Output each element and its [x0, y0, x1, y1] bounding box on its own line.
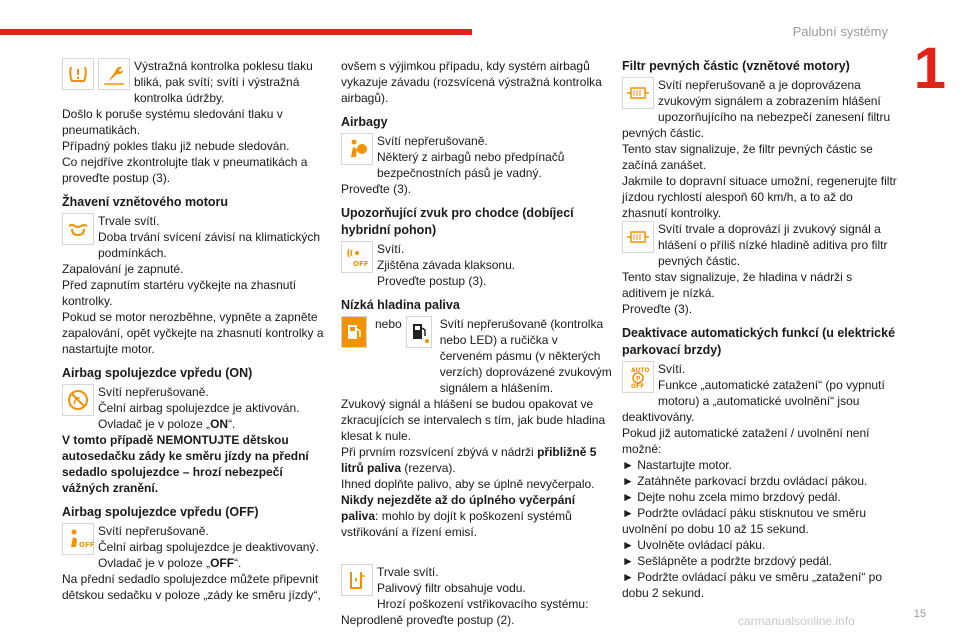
- airbag-on-text-2: Čelní airbag spolujezdce je aktivován.: [98, 401, 300, 415]
- filter-text-3: Hrozí poškození vstřikovacího systému: Neprodleně proveďte postup (2).: [341, 597, 589, 627]
- step-3: ► Dejte nohu zcela mimo brzdový pedál.: [622, 490, 841, 504]
- step-6: ► Sešlápněte a podržte brzdový pedál.: [622, 554, 833, 568]
- service-wrench-icon: [98, 58, 130, 90]
- step-1: ► Nastartujte motor.: [622, 458, 732, 472]
- fuel-pump-warning-icon: [341, 316, 367, 348]
- tpms-text-2: Došlo k poruše systému sledování tlaku v pneumatikách.: [62, 107, 283, 137]
- spacer: [341, 540, 613, 564]
- glow-plug-icon: [62, 213, 94, 245]
- airbag-on-icon: [62, 384, 94, 416]
- dpf-text-6: Proveďte (3).: [622, 302, 693, 316]
- fuel-text-3: [341, 444, 613, 476]
- airbags-text-3: Proveďte (3).: [341, 182, 412, 196]
- airbag-on-text-1: Svítí nepřerušovaně.: [98, 385, 209, 399]
- avas-text-1: Svítí.: [377, 242, 405, 256]
- airbag-on-text-3a: Ovladač je v poloze „: [98, 417, 211, 431]
- dpf-text-5: Tento stav signalizuje, že hladina v nádrži s aditivem je nízká.: [622, 270, 853, 300]
- low-fuel-heading: Nízká hladina paliva: [341, 298, 460, 312]
- airbag-on-warning: V tomto případě NEMONTUJTE dětskou autosedačku zády ke směru jízdy na přední sedadlo spolujezdce – hrozí nebezpečí vážných zranění.: [62, 433, 309, 495]
- airbags-heading: Airbagy: [341, 115, 388, 129]
- airbag-off-icon: [62, 523, 94, 555]
- glow-text-3: Zapalování je zapnuté.: [62, 262, 184, 276]
- step-5: ► Uvolněte ovládací páku.: [622, 538, 766, 552]
- fuel-pump-led-icon: [406, 316, 432, 348]
- low-fuel-icons-row: [341, 316, 613, 396]
- fuel-text-3b: přibližně 5 litrů paliva: [341, 445, 597, 475]
- section-header-title: Palubní systémy: [792, 24, 888, 39]
- glow-text-2: Doba trvání svícení závisí na klimatických podmínkách.: [98, 230, 321, 260]
- water-in-fuel-filter-icon: [341, 564, 373, 596]
- airbag-off-position: OFF: [210, 556, 235, 570]
- airbag-on-text-3c: “.: [228, 417, 236, 431]
- airbag-off-text-2: Čelní airbag spolujezdce je deaktivovaný.: [98, 540, 319, 554]
- fuel-text-3c: (rezerva).: [401, 461, 456, 475]
- dpf-text-4: Svítí trvale a doprovází ji zvukový signál a hlášení o příliš nízké hladině aditiva pro filtr pevných částic.: [658, 222, 888, 268]
- tpms-text-4: Co nejdříve zkontrolujte tlak v pneumatikách a proveďte postup (3).: [62, 155, 308, 185]
- airbag-off-text-3a: Ovladač je v poloze „: [98, 556, 211, 570]
- svg-text:P: P: [636, 375, 641, 383]
- column-1: [62, 58, 330, 603]
- avas-text-2: Zjištěna závada klaksonu.: [377, 258, 516, 272]
- continuation-text: ovšem s výjimkou případu, kdy systém airbagů vykazuje závadu (rozsvícená výstražná kontrolka airbagů).: [341, 59, 602, 105]
- glow-text-1: Trvale svítí.: [98, 214, 160, 228]
- airbags-text-1: Svítí nepřerušovaně.: [377, 134, 488, 148]
- fuel-text-1: Svítí nepřerušovaně (kontrolka nebo LED) a ručička v červeném pásmu (v některých verzích) doprovázené zvukovým signálem a hlášením.: [439, 317, 612, 395]
- pedestrian-sound-heading: Upozorňující zvuk pro chodce (dobíjecí hybridní pohon): [341, 206, 574, 237]
- fuel-text-4: Ihned doplňte palivo, aby se úplně nevyčerpalo.: [341, 477, 595, 491]
- tpms-text-1: Výstražná kontrolka poklesu tlaku bliká, pak svítí; svítí i výstražná kontrolka údržby.: [134, 59, 313, 105]
- dpf-text-3: Jakmile to dopravní situace umožní, regenerujte filtr jízdou rychlostí alespoň 60 km/h, a to až do zhasnutí kontrolky.: [622, 174, 897, 220]
- airbag-on-text-3: [62, 416, 330, 432]
- column-2: [341, 58, 613, 628]
- avas-text-3: Proveďte postup (3).: [377, 274, 487, 288]
- glow-plug-heading: Žhavení vznětového motoru: [62, 195, 228, 209]
- auto-text-3: Pokud již automatické zatažení / uvolnění není možné:: [622, 426, 870, 456]
- dpf-heading: Filtr pevných částic (vznětové motory): [622, 59, 850, 73]
- watermark-text: carmanualsonline.info: [738, 614, 855, 628]
- column-3: [622, 58, 898, 601]
- top-accent-bar: [0, 29, 472, 35]
- fuel-text-5b: : mohlo by dojít k poškození systémů vstřikování a řízení emisí.: [341, 509, 572, 539]
- airbag-off-text-4: Na přední sedadlo spolujezdce můžete připevnit dětskou sedačku v poloze „zády ke směru jízdy“,: [62, 572, 321, 602]
- fuel-text-3a: Při prvním rozsvícení zbývá v nádrži: [341, 445, 538, 459]
- airbag-off-text-3c: “.: [234, 556, 242, 570]
- or-text: nebo: [375, 317, 402, 331]
- airbag-on-heading: Airbag spolujezdce vpředu (ON): [62, 366, 253, 380]
- svg-text:OFF: OFF: [353, 260, 369, 268]
- airbag-off-text-3: [62, 555, 330, 571]
- fuel-text-5: [341, 492, 613, 540]
- tyre-pressure-warning-icon: [62, 58, 94, 90]
- tpms-text-3: Případný pokles tlaku již nebude sledován.: [62, 139, 290, 153]
- page-number: 15: [913, 608, 926, 620]
- auto-text-1: Svítí.: [658, 362, 686, 376]
- particle-filter-icon: [622, 77, 654, 109]
- airbag-off-heading: Airbag spolujezdce vpředu (OFF): [62, 505, 259, 519]
- svg-text:OFF: OFF: [79, 541, 95, 549]
- fuel-text-2: Zvukový signál a hlášení se budou opakovat ve zkracujících se intervalech s tím, jak bude hladina klesat k nule.: [341, 397, 606, 443]
- filter-text-1: Trvale svítí.: [377, 565, 439, 579]
- step-2: ► Zatáhněte parkovací brzdu ovládací pákou.: [622, 474, 868, 488]
- auto-park-brake-off-icon: [622, 361, 654, 393]
- svg-text:AUTO: AUTO: [631, 367, 650, 374]
- airbag-fault-icon: [341, 133, 373, 165]
- chapter-number: 1: [913, 36, 946, 101]
- airbag-on-position: ON: [210, 417, 229, 431]
- dpf-text-1: Svítí nepřerušovaně a je doprovázena zvukovým signálem a zobrazením hlášení upozorňujícího na nebezpečí zanesení filtru pevných částic.: [622, 78, 891, 140]
- particle-filter-additive-icon: [622, 221, 654, 253]
- dpf-text-2: Tento stav signalizuje, že filtr pevných částic se začíná zanášet.: [622, 142, 873, 172]
- step-7: ► Podržte ovládací páku ve směru „zatažení“ po dobu 2 sekund.: [622, 570, 883, 600]
- svg-text:OFF: OFF: [631, 383, 645, 390]
- glow-text-5: Pokud se motor nerozběhne, vypněte a zapněte zapalování, opět vyčkejte na zhasnutí kontrolky a nastartujte motor.: [62, 310, 324, 356]
- glow-text-4: Před zapnutím startéru vyčkejte na zhasnutí kontrolky.: [62, 278, 297, 308]
- pedestrian-sound-off-icon: [341, 241, 373, 273]
- step-4: ► Podržte ovládací páku stisknutou ve směru uvolnění po dobu 10 až 15 sekund.: [622, 506, 866, 536]
- fuel-text-5a: Nikdy nejezděte až do úplného vyčerpání paliva: [341, 493, 576, 523]
- airbag-off-text-1: Svítí nepřerušovaně.: [98, 524, 209, 538]
- auto-park-heading: Deaktivace automatických funkcí (u elektrické parkovací brzdy): [622, 326, 896, 357]
- filter-text-2: Palivový filtr obsahuje vodu.: [377, 581, 526, 595]
- auto-text-2: Funkce „automatické zatažení“ (po vypnutí motoru) a „automatické uvolnění“ jsou deaktivovány.: [622, 378, 885, 424]
- airbags-text-2: Některý z airbagů nebo předpínačů bezpečnostních pásů je vadný.: [377, 150, 565, 180]
